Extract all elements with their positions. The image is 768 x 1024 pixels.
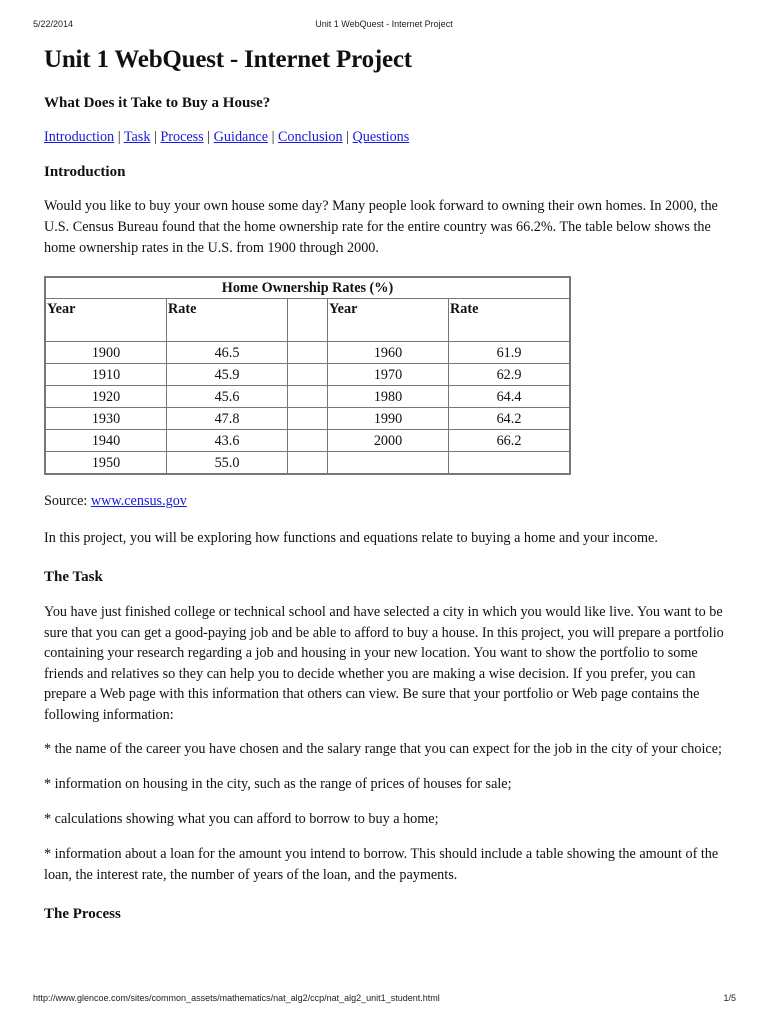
nav-link-guidance[interactable]: Guidance [213,129,269,145]
cell-rate: 64.4 [449,386,571,408]
nav-separator: | [346,129,349,145]
cell-year: 1930 [45,408,167,430]
home-ownership-table [44,276,571,475]
cell-year: 1900 [45,342,167,364]
nav-link-task[interactable]: Task [123,129,151,145]
cell-year: 1920 [45,386,167,408]
table-header-row [45,299,570,342]
page-content [44,44,734,924]
introduction-paragraph: Would you like to buy your own house some day? Many people look forward to owning their own homes. In 2000, the U.S. Census Bureau found that the home ownership rate for the entire country was 66.2%. The table below shows the home ownership rates in the U.S. from 1900 through 2000. [44,198,718,256]
cell-rate: 46.5 [167,342,288,364]
nav-link-conclusion[interactable]: Conclusion [277,129,343,145]
nav-separator: | [117,129,121,145]
cell-rate: 45.9 [167,364,288,386]
cell-year: 1960 [328,342,449,364]
task-bullet-career: * the name of the career you have chosen and the salary range that you can expect for the job in the city of your choice; [44,741,722,757]
nav-link-process[interactable]: Process [160,129,204,145]
cell-year: 1970 [328,364,449,386]
task-bullet-calculations: * calculations showing what you can afford to borrow to buy a home; [44,811,439,827]
cell-rate: 47.8 [167,408,288,430]
print-footer [0,993,768,1005]
process-heading: The Process [44,906,121,922]
census-link[interactable]: www.census.gov [90,493,187,509]
header-rate-1: Rate [167,299,288,342]
table-row [45,430,570,452]
table-caption: Home Ownership Rates (%) [45,277,570,299]
cell-year: 1910 [45,364,167,386]
print-date: 5/22/2014 [33,19,74,29]
print-title: Unit 1 WebQuest - Internet Project [315,19,453,29]
table-row [45,364,570,386]
cell-spacer [288,452,328,475]
cell-rate: 43.6 [167,430,288,452]
task-bullet-housing: * information on housing in the city, such as the range of prices of houses for sale; [44,776,512,792]
task-bullet-loan: * information about a loan for the amount you intend to borrow. This should include a table showing the amount of the loan, the interest rate, the number of years of the loan, and the payments. [44,846,719,883]
cell-rate: 55.0 [167,452,288,475]
cell-spacer [288,430,328,452]
header-year-2: Year [328,299,449,342]
page-subtitle: What Does it Take to Buy a House? [44,95,271,111]
print-url: http://www.glencoe.com/sites/common_assets/mathematics/nat_alg2/ccp/nat_alg2_unit1_student.html [33,993,440,1003]
cell-spacer [288,408,328,430]
table-row [45,408,570,430]
page-title: Unit 1 WebQuest - Internet Project [44,46,412,73]
table-row [45,342,570,364]
introduction-heading: Introduction [44,164,126,180]
table-row [45,452,570,475]
header-rate-2: Rate [449,299,571,342]
cell-rate: 62.9 [449,364,571,386]
cell-rate: 45.6 [167,386,288,408]
task-paragraph: You have just finished college or technical school and have selected a city in which you would like live. You want to be sure that you can get a good-paying job and be able to afford to buy a house. In this project, you will prepare a portfolio containing your research regarding a job and housing in your new location. You want to show the portfolio to some friends and relatives so they can help you to decide whether you are making a wise decision. If you prefer, you can prepare a Web page with this information that others can view. Be sure that your portfolio or Web page contains the following information: [44,604,724,723]
table-row [45,386,570,408]
nav-link-introduction[interactable]: Introduction [44,129,115,145]
cell-spacer [288,386,328,408]
cell-year: 1990 [328,408,449,430]
source-label: Source: [44,493,91,509]
cell-rate: 64.2 [449,408,571,430]
header-spacer [288,299,328,342]
nav-link-questions[interactable]: Questions [352,129,410,145]
cell-year: 1980 [328,386,449,408]
cell-year: 1940 [45,430,167,452]
cell-spacer [288,364,328,386]
cell-rate: 66.2 [449,430,571,452]
nav-separator: | [271,129,275,145]
cell-spacer [288,342,328,364]
cell-year: 1950 [45,452,167,475]
cell-rate [449,452,571,475]
cell-rate: 61.9 [449,342,571,364]
header-year-1: Year [45,299,167,342]
print-page-number: 1/5 [723,993,736,1003]
project-paragraph: In this project, you will be exploring how functions and equations relate to buying a home and your income. [44,530,658,546]
nav-separator: | [153,129,157,145]
cell-year [328,452,449,475]
nav-separator: | [207,129,211,145]
cell-year: 2000 [328,430,449,452]
task-heading: The Task [44,569,103,585]
print-header [0,19,768,31]
source-line [44,491,734,512]
section-nav [44,127,734,147]
